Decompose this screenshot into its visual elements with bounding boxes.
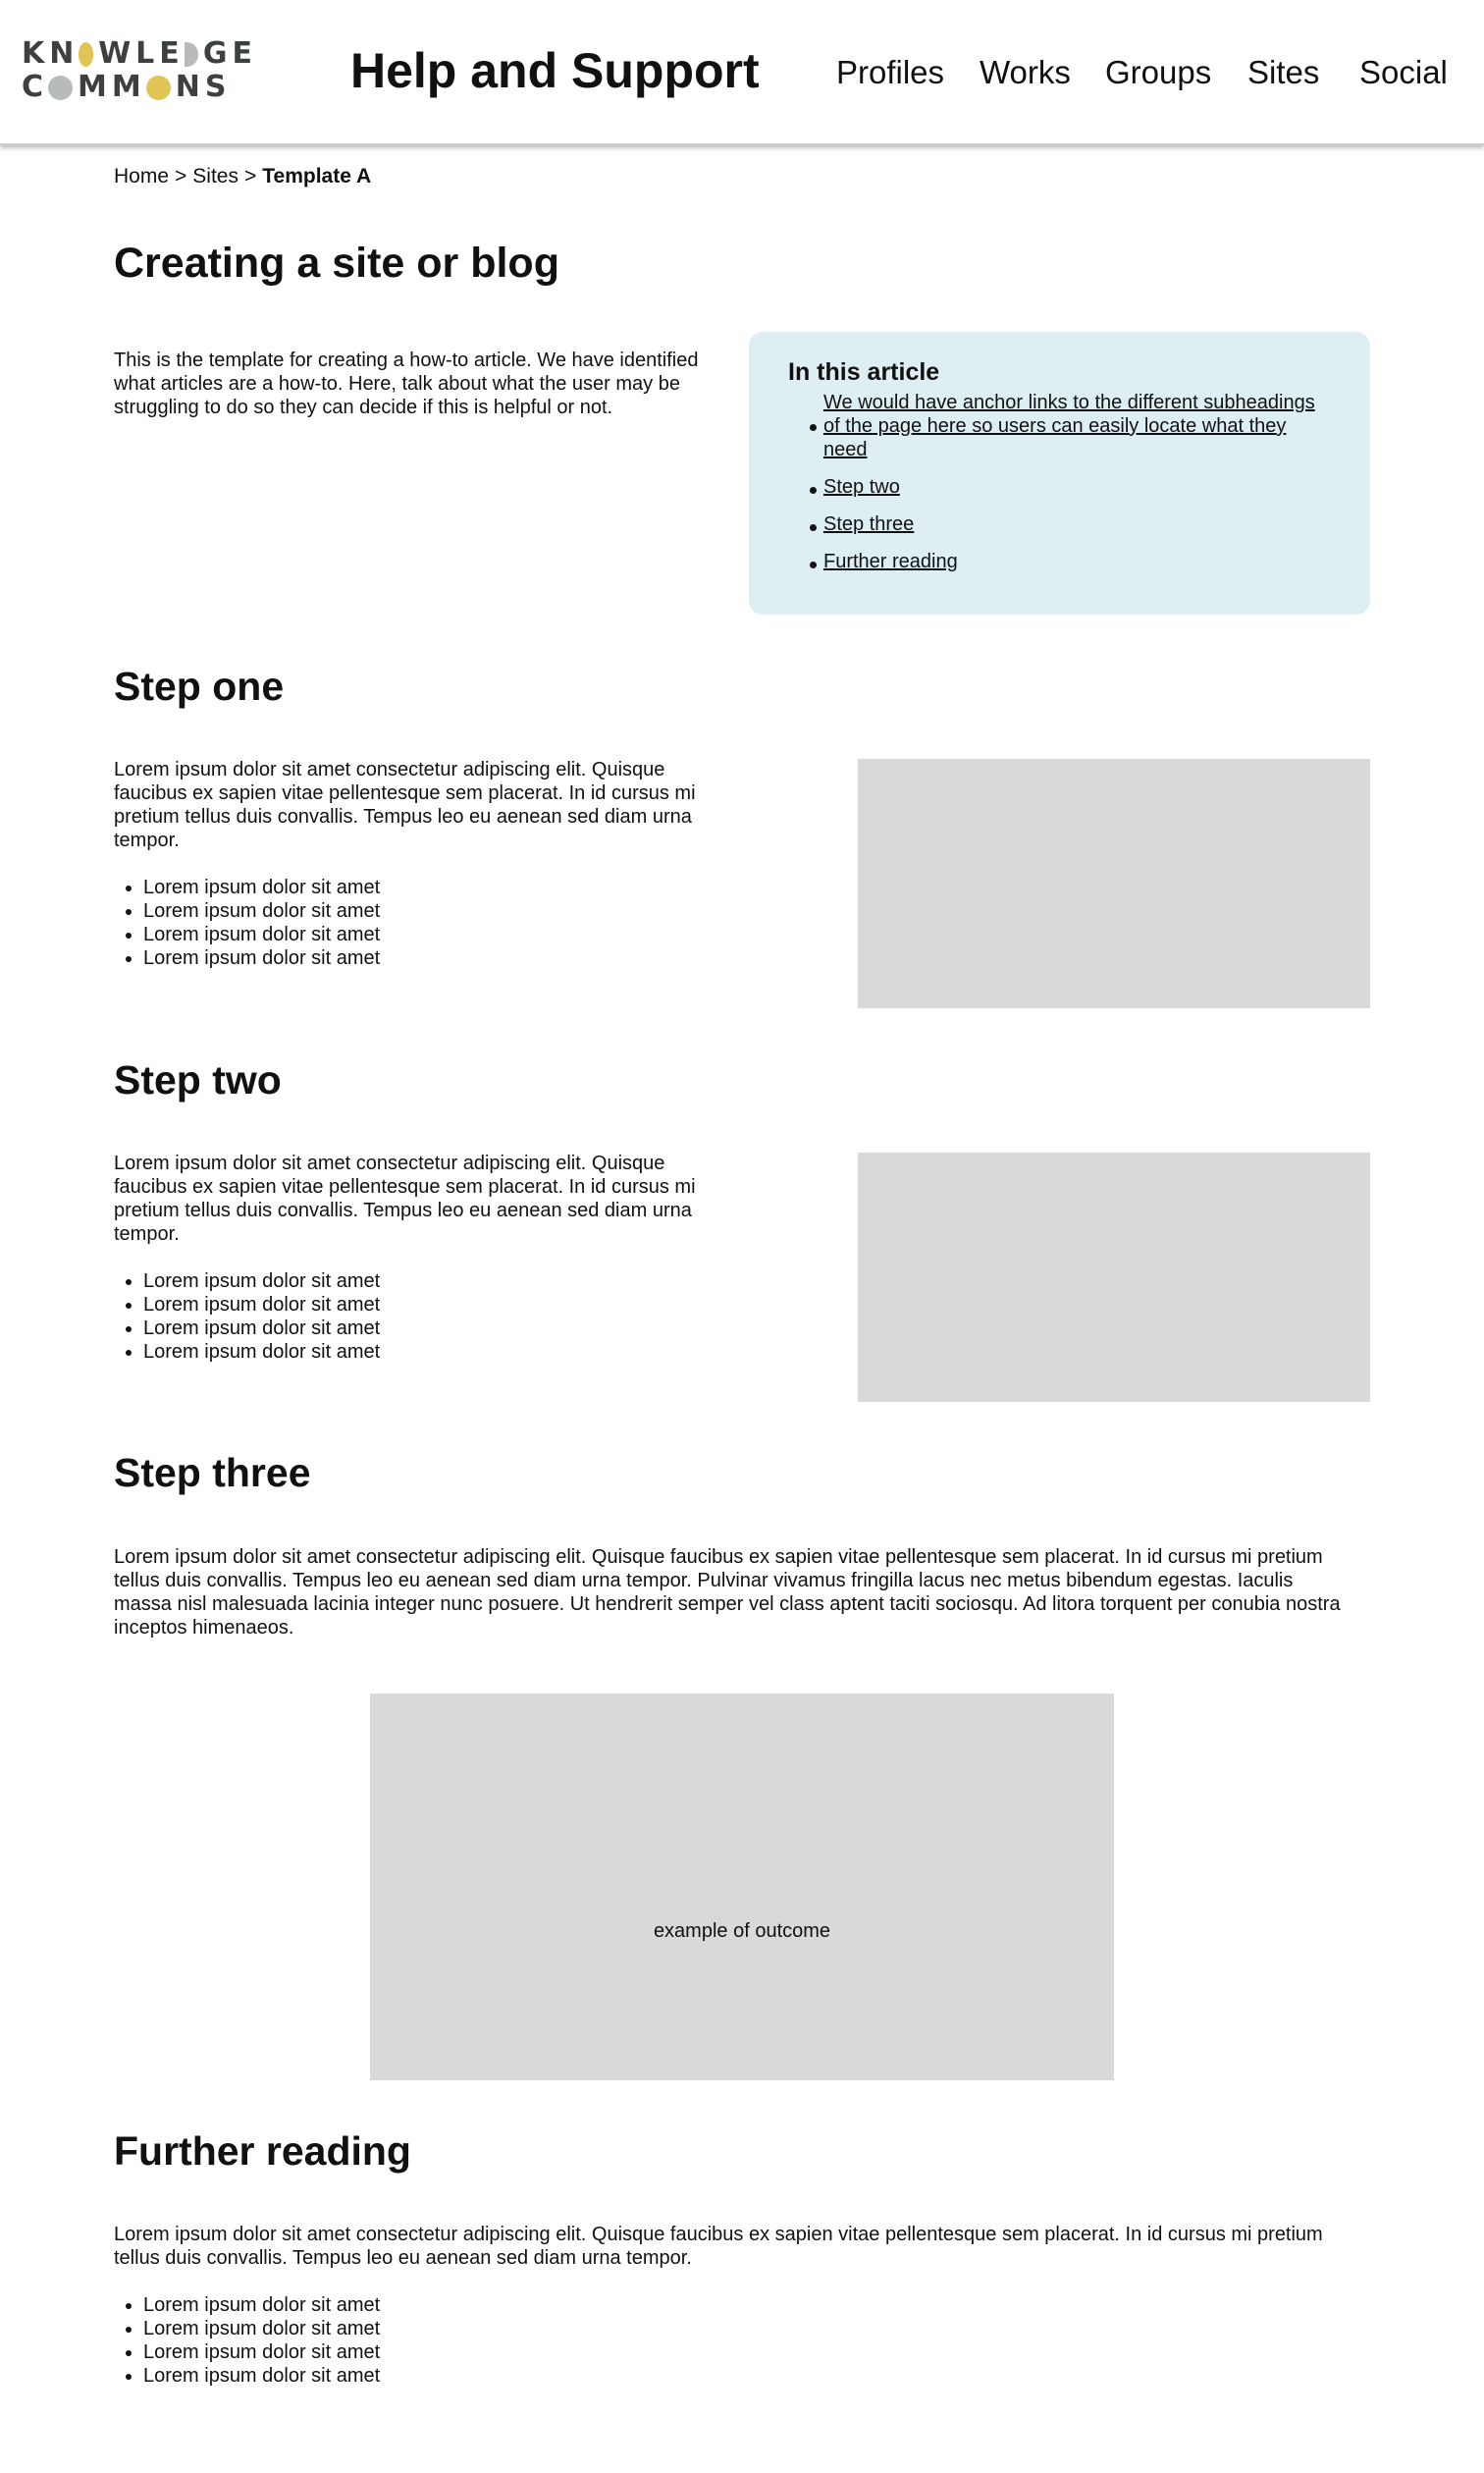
list-item: • Lorem ipsum dolor sit amet: [143, 2340, 380, 2364]
in-this-article-box: [749, 332, 1370, 615]
step-three-heading: Step three: [114, 1450, 311, 1495]
nav-social[interactable]: Social: [1359, 54, 1448, 90]
step-three-text: Lorem ipsum dolor sit amet consectetur adipiscing elit. Quisque faucibus ex sapien vitae pellentesque sem placerat. In id cursus mi pretium tellus duis convallis. Tempus leo eu aenean sed diam urna tempor. Pulvinar vivamus fringilla lacus nec metus bibendum egestas. Iaculis massa nisl malesuada lacinia integer nunc posuere. Ut hendrerit semper vel class aptent taciti sociosqu. Ad litora torquent per conubia nostra inceptos himenaeos.: [114, 1546, 1341, 1639]
list-item: • Lorem ipsum dolor sit amet: [143, 1340, 380, 1364]
site-title: Help and Support: [350, 43, 760, 98]
logo-line-2: C MM NS: [22, 70, 232, 104]
list-item: • Lorem ipsum dolor sit amet: [143, 923, 380, 946]
toc-link-step-two[interactable]: Step two: [823, 476, 900, 498]
toc-item: [810, 512, 1320, 536]
list-item: • Lorem ipsum dolor sit amet: [143, 1317, 380, 1340]
list-item: • Lorem ipsum dolor sit amet: [143, 946, 380, 970]
toc-list: [810, 391, 1320, 587]
toc-link-overview[interactable]: We would have anchor links to the different subheadings of the page here so users can easily locate what they need: [823, 392, 1315, 460]
logo-yellow-dot-icon: [146, 76, 171, 100]
list-item: • Lorem ipsum dolor sit amet: [143, 2364, 380, 2388]
step-two-heading: Step two: [114, 1057, 282, 1102]
toc-link-step-three[interactable]: Step three: [823, 513, 915, 535]
step-two-list: [114, 1269, 380, 1364]
toc-item: [810, 550, 1320, 573]
nav-groups[interactable]: Groups: [1105, 54, 1212, 90]
step-two-text: Lorem ipsum dolor sit amet consectetur adipiscing elit. Quisque faucibus ex sapien vitae pellentesque sem placerat. In id cursus mi pretium tellus duis convallis. Tempus leo eu aenean sed diam urna tempor.: [114, 1153, 696, 1245]
nav-sites[interactable]: Sites: [1247, 54, 1320, 90]
toc-item: [810, 475, 1320, 499]
breadcrumb-sites[interactable]: Sites: [192, 165, 238, 188]
breadcrumb: [114, 163, 371, 190]
breadcrumb-separator: >: [175, 165, 187, 188]
outcome-image-caption: example of outcome: [653, 1920, 831, 1942]
further-reading-text: Lorem ipsum dolor sit amet consectetur adipiscing elit. Quisque faucibus ex sapien vitae pellentesque sem placerat. In id cursus mi pretium tellus duis convallis. Tempus leo eu aenean sed diam urna tempor.: [114, 2224, 1323, 2269]
knowledge-commons-logo[interactable]: [22, 36, 257, 104]
logo-line-1: KN WLE GE: [22, 36, 257, 71]
list-item: • Lorem ipsum dolor sit amet: [143, 1293, 380, 1317]
breadcrumb-separator: >: [243, 165, 257, 188]
logo-yellow-dot-icon: [79, 42, 93, 67]
breadcrumb-current: Template A: [262, 165, 372, 188]
nav-profiles[interactable]: Profiles: [836, 54, 945, 90]
list-item: • Lorem ipsum dolor sit amet: [143, 899, 380, 923]
logo-gray-dot-icon: [48, 76, 73, 100]
step-one-image-placeholder: [858, 759, 1370, 1008]
list-item: • Lorem ipsum dolor sit amet: [143, 2293, 380, 2317]
further-reading-heading: Further reading: [114, 2128, 411, 2174]
page-title: Creating a site or blog: [114, 240, 559, 287]
intro-text: This is the template for creating a how-to article. We have identified what articles are a how-to. Here, talk about what the user may be struggling to do so they can decide if this is helpful or not.: [114, 349, 699, 418]
step-two-image-placeholder: [858, 1153, 1370, 1402]
list-item: • Lorem ipsum dolor sit amet: [143, 876, 380, 899]
list-item: • Lorem ipsum dolor sit amet: [143, 1269, 380, 1293]
toc-title: In this article: [788, 358, 940, 386]
further-reading-list: [114, 2293, 380, 2388]
step-one-heading: Step one: [114, 664, 285, 709]
step-one-list: [114, 876, 380, 970]
toc-item: [810, 391, 1320, 461]
breadcrumb-home[interactable]: Home: [114, 165, 170, 188]
list-item: • Lorem ipsum dolor sit amet: [143, 2317, 380, 2340]
site-header: [0, 0, 1484, 145]
step-one-text: Lorem ipsum dolor sit amet consectetur adipiscing elit. Quisque faucibus ex sapien vitae pellentesque sem placerat. In id cursus mi pretium tellus duis convallis. Tempus leo eu aenean sed diam urna tempor.: [114, 759, 696, 851]
toc-link-further-reading[interactable]: Further reading: [823, 551, 958, 572]
logo-gray-half-circle-icon: [185, 42, 198, 67]
nav-works[interactable]: Works: [980, 54, 1071, 90]
step-three-outcome-image-placeholder: [370, 1693, 1114, 2080]
